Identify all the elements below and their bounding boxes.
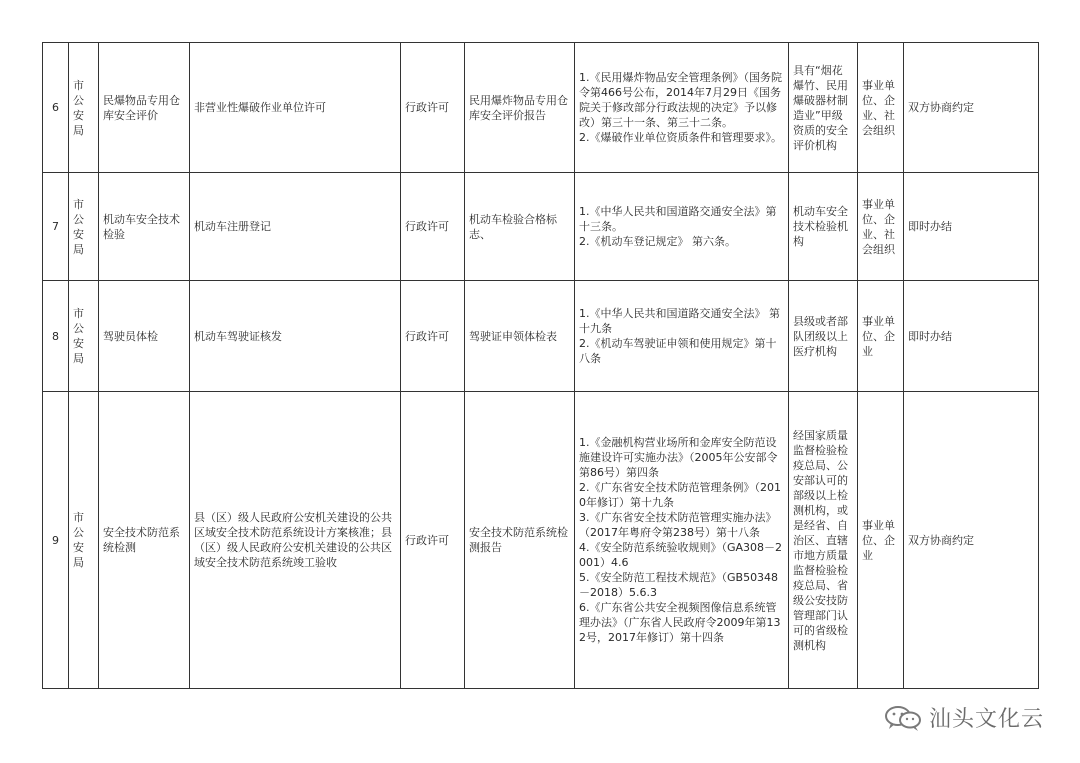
subject-cell: 事业单位、企业 <box>858 281 904 392</box>
fee-cell: 即时办结 <box>904 281 1039 392</box>
legal-basis-item: 1.《中华人民共和国道路交通安全法》 第十九条 <box>579 307 780 335</box>
legal-basis-item: 1.《民用爆炸物品安全管理条例》（国务院令第466号公布，2014年7月29日《国务院关于修改部分行政法规的决定》予以修改）第三十一条、第三十二条。 <box>579 71 782 129</box>
approval-item-cell: 非营业性爆破作业单位许可 <box>190 43 401 173</box>
legal-basis-item: 2.《广东省安全技术防范管理条例》（2010年修订）第十九条 <box>579 481 781 509</box>
service-name-cell: 机动车安全技术检验 <box>99 173 190 281</box>
legal-basis-item: 1.《中华人民共和国道路交通安全法》第十三条。 <box>579 205 777 233</box>
legal-basis-item: 5.《安全防范工程技术规范》（GB50348－2018）5.6.3 <box>579 571 779 599</box>
row-number: 8 <box>43 281 69 392</box>
provider-cell: 机动车安全技术检验机构 <box>789 173 858 281</box>
legal-basis-cell <box>575 43 789 173</box>
approval-item-cell: 机动车注册登记 <box>190 173 401 281</box>
watermark <box>883 702 1044 733</box>
provider-cell: 经国家质量监督检验检疫总局、公安部认可的部级以上检测机构，或是经省、自治区、直辖市地方质量监督检验检疫总局、省级公安技防管理部门认可的省级检测机构 <box>789 392 858 689</box>
legal-basis-item: 4.《安全防范系统验收规则》（GA308－2001）4.6 <box>579 541 783 569</box>
legal-basis-item: 2.《爆破作业单位资质条件和管理要求》。 <box>579 131 782 144</box>
department-cell: 市公安局 <box>69 392 99 689</box>
service-name-cell: 驾驶员体检 <box>99 281 190 392</box>
service-name-cell: 民爆物品专用仓库安全评价 <box>99 43 190 173</box>
subject-cell: 事业单位、企业、社会组织 <box>858 173 904 281</box>
approval-item-cell: 机动车驾驶证核发 <box>190 281 401 392</box>
item-type-cell: 行政许可 <box>401 173 465 281</box>
table-row <box>43 392 1039 689</box>
legal-basis-item: 3.《广东省安全技术防范管理实施办法》（2017年粤府令第238号）第十八条 <box>579 511 777 539</box>
table-row <box>43 43 1039 173</box>
result-cell: 机动车检验合格标志、 <box>465 173 575 281</box>
row-number: 6 <box>43 43 69 173</box>
table-row <box>43 173 1039 281</box>
approval-item-cell: 县（区）级人民政府公安机关建设的公共区域安全技术防范系统设计方案核准；县（区）级人民政府公安机关建设的公共区域安全技术防范系统竣工验收 <box>190 392 401 689</box>
result-cell: 驾驶证申领体检表 <box>465 281 575 392</box>
wechat-icon <box>883 704 923 732</box>
department-cell: 市公安局 <box>69 173 99 281</box>
legal-basis-cell <box>575 281 789 392</box>
provider-cell: 具有“烟花爆竹、民用爆破器材制造业”甲级资质的安全评价机构 <box>789 43 858 173</box>
item-type-cell: 行政许可 <box>401 43 465 173</box>
item-type-cell: 行政许可 <box>401 281 465 392</box>
legal-basis-cell <box>575 392 789 689</box>
provider-cell: 县级或者部队团级以上医疗机构 <box>789 281 858 392</box>
legal-basis-cell <box>575 173 789 281</box>
subject-cell: 事业单位、企业 <box>858 392 904 689</box>
fee-cell: 双方协商约定 <box>904 43 1039 173</box>
legal-basis-item: 6.《广东省公共安全视频图像信息系统管理办法》（广东省人民政府令2009年第132号，2017年修订）第十四条 <box>579 601 781 644</box>
service-table <box>42 42 1039 689</box>
fee-cell: 双方协商约定 <box>904 392 1039 689</box>
item-type-cell: 行政许可 <box>401 392 465 689</box>
department-cell: 市公安局 <box>69 281 99 392</box>
legal-basis-item: 1.《金融机构营业场所和金库安全防范设施建设许可实施办法》（2005年公安部令第86号）第四条 <box>579 436 778 479</box>
watermark-text: 汕头文化云 <box>928 707 1044 732</box>
row-number: 7 <box>43 173 69 281</box>
result-cell: 民用爆炸物品专用仓库安全评价报告 <box>465 43 575 173</box>
legal-basis-item: 2.《机动车登记规定》 第六条。 <box>579 235 736 248</box>
subject-cell: 事业单位、企业、社会组织 <box>858 43 904 173</box>
fee-cell: 即时办结 <box>904 173 1039 281</box>
result-cell: 安全技术防范系统检测报告 <box>465 392 575 689</box>
service-name-cell: 安全技术防范系统检测 <box>99 392 190 689</box>
department-cell: 市公安局 <box>69 43 99 173</box>
legal-basis-item: 2.《机动车驾驶证申领和使用规定》第十八条 <box>579 337 777 365</box>
table-row <box>43 281 1039 392</box>
row-number: 9 <box>43 392 69 689</box>
